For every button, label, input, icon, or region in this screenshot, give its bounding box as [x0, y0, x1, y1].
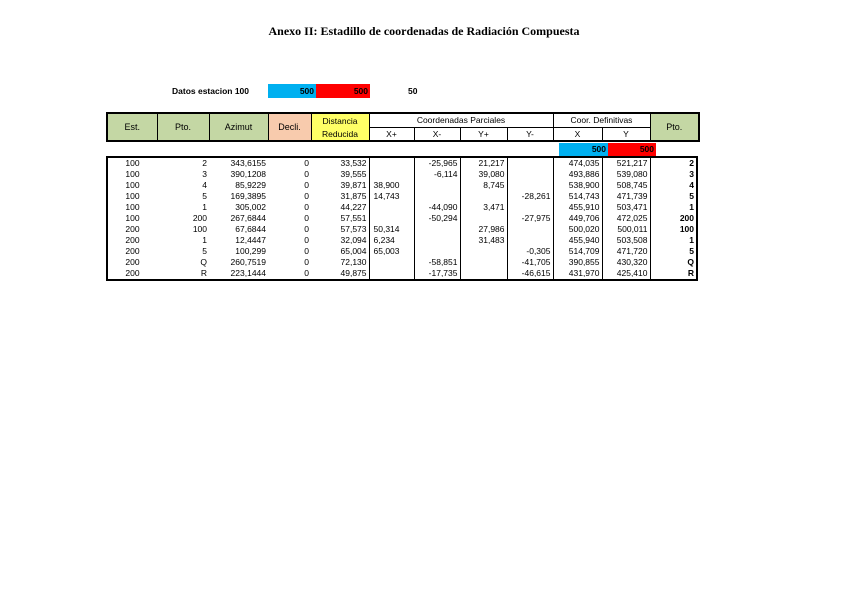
- cell-x-plus: 50,314: [369, 224, 414, 235]
- cell-azimut: 67,6844: [235, 224, 266, 234]
- cell-x-minus: -25,965: [414, 157, 460, 169]
- cell-decli: 0: [304, 246, 309, 256]
- cell-decli: 0: [304, 213, 309, 223]
- cell-y: 430,320: [602, 257, 650, 268]
- cell-y-minus: [507, 235, 553, 246]
- cell-est: 100: [125, 169, 140, 179]
- cell-distancia: 33,532: [311, 157, 369, 169]
- cell-pto: 1: [202, 202, 207, 212]
- cell-azimut: 169,3895: [230, 191, 266, 201]
- cell-pto: 2: [202, 158, 207, 168]
- cell-y-plus: [460, 246, 507, 257]
- cell-distancia: 39,555: [311, 169, 369, 180]
- table-row: [107, 246, 697, 257]
- table-row: [107, 169, 697, 180]
- cell-x: 493,886: [553, 169, 602, 180]
- cell-x: 514,743: [553, 191, 602, 202]
- cell-decli: 0: [304, 268, 309, 278]
- header-y-minus: Y-: [507, 127, 553, 141]
- cell-est: 100: [125, 213, 140, 223]
- cell-pto: 5: [202, 246, 207, 256]
- cell-pto: 200: [192, 213, 207, 223]
- cell-y: 503,508: [602, 235, 650, 246]
- cell-y-plus: [460, 191, 507, 202]
- cell-azimut: 223,1444: [230, 268, 266, 278]
- cell-x-plus: 65,003: [369, 246, 414, 257]
- cell-decli: 0: [304, 235, 309, 245]
- cell-est: 200: [125, 268, 140, 278]
- cell-y-minus: -41,705: [507, 257, 553, 268]
- cell-y-minus: -28,261: [507, 191, 553, 202]
- document-title: Anexo II: Estadillo de coordenadas de Radiación Compuesta: [268, 24, 580, 38]
- cell-distancia: 32,094: [311, 235, 369, 246]
- origin-y-cell: 500: [608, 143, 656, 156]
- cell-y: 539,080: [602, 169, 650, 180]
- cell-y-plus: 39,080: [460, 169, 507, 180]
- header-reducida: Reducida: [311, 127, 369, 141]
- cell-y-plus: 8,745: [460, 180, 507, 191]
- cell-x: 455,910: [553, 202, 602, 213]
- cell-decli: 0: [304, 224, 309, 234]
- cell-x-minus: [414, 224, 460, 235]
- cell-y: 508,745: [602, 180, 650, 191]
- table-row: [107, 157, 697, 169]
- cell-distancia: 39,871: [311, 180, 369, 191]
- cell-azimut: 12,4447: [235, 235, 266, 245]
- cell-x: 431,970: [553, 268, 602, 280]
- table-header: [106, 112, 700, 142]
- station-x-value: 500: [268, 84, 316, 98]
- table-row: [107, 180, 697, 191]
- cell-est: 200: [125, 224, 140, 234]
- cell-x-minus: -6,114: [414, 169, 460, 180]
- cell-x: 474,035: [553, 157, 602, 169]
- table-row: [107, 202, 697, 213]
- station-y-value: 500: [316, 84, 370, 98]
- cell-y-minus: [507, 180, 553, 191]
- cell-x-minus: [414, 180, 460, 191]
- cell-azimut: 85,9229: [235, 180, 266, 190]
- cell-distancia: 57,551: [311, 213, 369, 224]
- header-est: Est.: [107, 113, 157, 141]
- cell-x: 514,709: [553, 246, 602, 257]
- table-row: [107, 235, 697, 246]
- cell-pto: 3: [202, 169, 207, 179]
- table-row: [107, 268, 697, 280]
- cell-est: 200: [125, 257, 140, 267]
- cell-pto-final: 3: [689, 169, 694, 179]
- cell-pto: 4: [202, 180, 207, 190]
- cell-pto-final: R: [687, 268, 694, 278]
- cell-y-plus: 3,471: [460, 202, 507, 213]
- station-data-label: Datos estacion 100: [172, 86, 250, 96]
- cell-y: 471,739: [602, 191, 650, 202]
- coordinates-table: [106, 156, 698, 281]
- cell-est: 100: [125, 158, 140, 168]
- cell-x-plus: [369, 169, 414, 180]
- cell-x: 449,706: [553, 213, 602, 224]
- cell-pto-final: 4: [689, 180, 694, 190]
- header-pto: Pto.: [157, 113, 209, 141]
- header-x: X: [553, 127, 602, 141]
- table-row: [107, 191, 697, 202]
- cell-y: 500,011: [602, 224, 650, 235]
- cell-decli: 0: [304, 191, 309, 201]
- table-row: [107, 224, 697, 235]
- cell-azimut: 343,6155: [230, 158, 266, 168]
- header-coor-definitivas: Coor. Definitivas: [553, 113, 650, 127]
- cell-x-plus: 6,234: [369, 235, 414, 246]
- cell-x-minus: -50,294: [414, 213, 460, 224]
- cell-y: 503,471: [602, 202, 650, 213]
- cell-y-minus: -46,615: [507, 268, 553, 280]
- header-distancia: Distancia: [311, 113, 369, 127]
- cell-azimut: 100,299: [235, 246, 266, 256]
- cell-y-plus: [460, 257, 507, 268]
- cell-pto-final: 1: [689, 235, 694, 245]
- cell-y: 472,025: [602, 213, 650, 224]
- cell-decli: 0: [304, 202, 309, 212]
- cell-distancia: 57,573: [311, 224, 369, 235]
- header-decli: Decli.: [268, 113, 311, 141]
- cell-x: 500,020: [553, 224, 602, 235]
- cell-x-plus: 14,743: [369, 191, 414, 202]
- table-row: [107, 257, 697, 268]
- cell-x-plus: [369, 157, 414, 169]
- cell-est: 200: [125, 235, 140, 245]
- cell-x: 538,900: [553, 180, 602, 191]
- header-azimut: Azimut: [209, 113, 268, 141]
- table-row: [107, 213, 697, 224]
- cell-x-minus: [414, 246, 460, 257]
- cell-pto-final: 200: [679, 213, 694, 223]
- cell-pto-final: 1: [689, 202, 694, 212]
- cell-y-minus: -27,975: [507, 213, 553, 224]
- cell-x-plus: [369, 213, 414, 224]
- cell-distancia: 72,130: [311, 257, 369, 268]
- cell-x-plus: [369, 257, 414, 268]
- cell-x-plus: [369, 268, 414, 280]
- cell-decli: 0: [304, 158, 309, 168]
- cell-x-plus: [369, 202, 414, 213]
- cell-distancia: 44,227: [311, 202, 369, 213]
- cell-y-plus: [460, 268, 507, 280]
- cell-y-plus: [460, 213, 507, 224]
- cell-azimut: 267,6844: [230, 213, 266, 223]
- header-y: Y: [602, 127, 650, 141]
- header-x-minus: X-: [414, 127, 460, 141]
- cell-est: 100: [125, 191, 140, 201]
- header-pto-final: Pto.: [650, 113, 699, 141]
- cell-y-plus: 31,483: [460, 235, 507, 246]
- cell-x: 390,855: [553, 257, 602, 268]
- cell-y-minus: [507, 157, 553, 169]
- cell-y-minus: -0,305: [507, 246, 553, 257]
- cell-distancia: 31,875: [311, 191, 369, 202]
- cell-distancia: 65,004: [311, 246, 369, 257]
- station-extra-value: 50: [408, 86, 418, 96]
- cell-decli: 0: [304, 180, 309, 190]
- cell-pto-final: Q: [687, 257, 694, 267]
- cell-est: 100: [125, 180, 140, 190]
- cell-y-minus: [507, 169, 553, 180]
- cell-decli: 0: [304, 257, 309, 267]
- cell-y-plus: 27,986: [460, 224, 507, 235]
- cell-est: 100: [125, 202, 140, 212]
- cell-y-minus: [507, 224, 553, 235]
- cell-x-minus: -58,851: [414, 257, 460, 268]
- cell-pto-final: 2: [689, 158, 694, 168]
- origin-x-cell: 500: [559, 143, 608, 156]
- cell-distancia: 49,875: [311, 268, 369, 280]
- cell-pto: Q: [200, 257, 207, 267]
- cell-azimut: 305,002: [235, 202, 266, 212]
- cell-y: 425,410: [602, 268, 650, 280]
- cell-azimut: 390,1208: [230, 169, 266, 179]
- cell-pto-final: 100: [679, 224, 694, 234]
- cell-pto-final: 5: [689, 246, 694, 256]
- cell-decli: 0: [304, 169, 309, 179]
- header-x-plus: X+: [369, 127, 414, 141]
- cell-x-plus: 38,900: [369, 180, 414, 191]
- cell-pto-final: 5: [689, 191, 694, 201]
- cell-x-minus: [414, 235, 460, 246]
- cell-y-plus: 21,217: [460, 157, 507, 169]
- header-y-plus: Y+: [460, 127, 507, 141]
- cell-x: 455,940: [553, 235, 602, 246]
- cell-y: 471,720: [602, 246, 650, 257]
- cell-est: 200: [125, 246, 140, 256]
- cell-x-minus: -44,090: [414, 202, 460, 213]
- cell-pto: 1: [202, 235, 207, 245]
- cell-pto: R: [200, 268, 207, 278]
- cell-y: 521,217: [602, 157, 650, 169]
- cell-x-minus: -17,735: [414, 268, 460, 280]
- cell-x-minus: [414, 191, 460, 202]
- header-coordenadas-parciales: Coordenadas Parciales: [369, 113, 553, 127]
- cell-pto: 5: [202, 191, 207, 201]
- cell-pto: 100: [192, 224, 207, 234]
- cell-azimut: 260,7519: [230, 257, 266, 267]
- cell-y-minus: [507, 202, 553, 213]
